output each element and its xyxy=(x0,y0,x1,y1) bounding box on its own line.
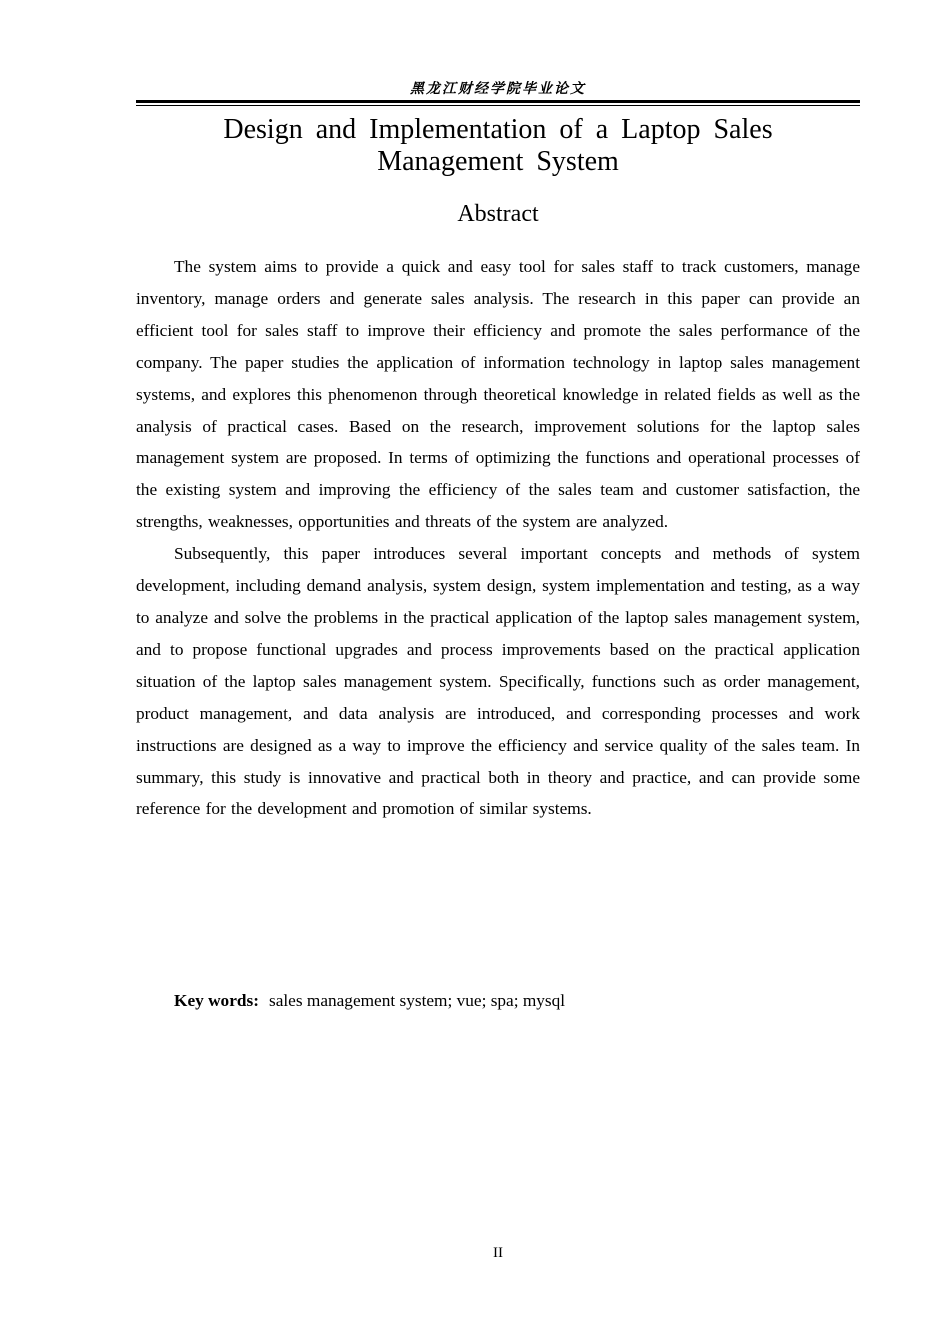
page-number: II xyxy=(493,1245,503,1261)
paper-title-line-1: Design and Implementation of a Laptop Sales xyxy=(223,114,773,145)
abstract-paragraph-1: The system aims to provide a quick and easy tool for sales staff to track customers, manage inventory, manage orders and generate sales analysis. The research in this paper can provide an efficient tool for sales staff to improve their efficiency and promote the sales performance of the company. The paper studies the application of information technology in laptop sales management systems, and explores this phenomenon through theoretical knowledge in related fields as well as the analysis of practical cases. Based on the research, improvement solutions for the laptop sales management system are proposed. In terms of optimizing the functions and operational processes of the existing system and improving the efficiency of the sales team and customer satisfaction, the strengths, weaknesses, opportunities and threats of the system are analyzed. xyxy=(136,257,860,532)
keywords xyxy=(174,985,860,1017)
abstract-heading: Abstract xyxy=(457,201,539,227)
paper-title xyxy=(136,114,860,178)
paper-title-line-2: Management System xyxy=(377,146,619,177)
keywords-value: sales management system; vue; spa; mysql xyxy=(268,991,566,1010)
header-rule-thin xyxy=(136,105,860,106)
keywords-label: Key words: xyxy=(174,991,259,1010)
header-rule-thick xyxy=(136,100,860,103)
abstract-paragraph-2: Subsequently, this paper introduces several important concepts and methods of system development, including demand analysis, system design, system implementation and testing, as a way to analyze and solve the problems in the practical application of the laptop sales management system, and to propose functional upgrades and process improvements based on the practical application situation of the laptop sales management system. Specifically, functions such as order management, product management, and data analysis are introduced, and corresponding processes and work instructions are designed as a way to improve the efficiency and service quality of the sales team. In summary, this study is innovative and practical both in theory and practice, and can provide some reference for the development and promotion of similar systems. xyxy=(136,544,860,819)
running-header: 黑龙江财经学院毕业论文 xyxy=(410,81,586,97)
abstract-body xyxy=(136,251,860,825)
